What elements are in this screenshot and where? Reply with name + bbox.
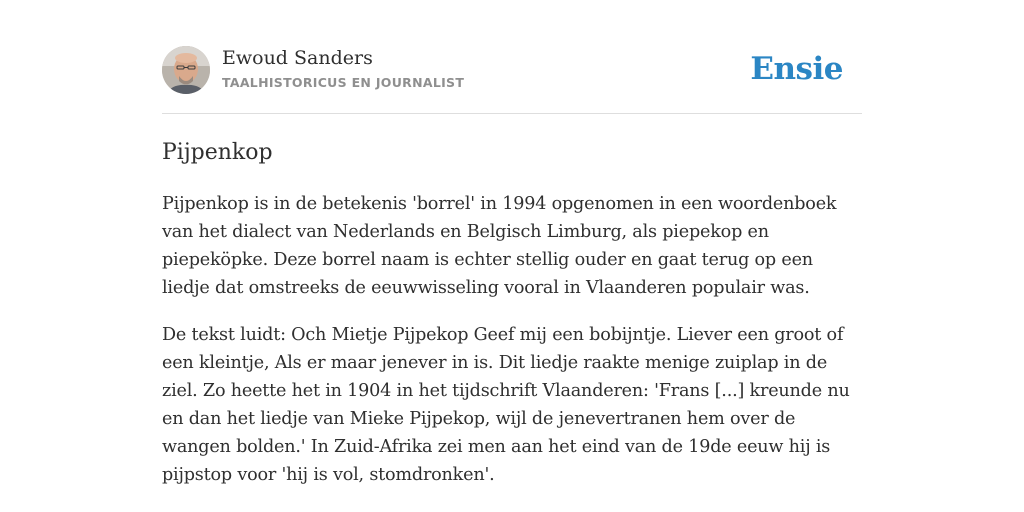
header-divider [162, 113, 862, 114]
author-header [162, 46, 862, 96]
article-title: Pijpenkop [162, 140, 273, 165]
author-role: TAALHISTORICUS EN JOURNALIST [222, 75, 465, 90]
brand-logo[interactable]: Ensie [750, 51, 843, 87]
author-name[interactable]: Ewoud Sanders [222, 47, 373, 69]
author-avatar[interactable] [162, 46, 210, 94]
avatar-portrait-icon [162, 46, 210, 94]
article-paragraph: De tekst luidt: Och Mietje Pijpekop Geef mij een bobijntje. Liever een groot of een kleintje, Als er maar jenever in is. Dit liedje raakte menige zuiplap in de ziel. Zo heette het in 1904 in het tijdschrift Vlaanderen: 'Frans [...] kreunde nu en dan het liedje van Mieke Pijpekop, wijl de jenevertranen hem over de wangen bolden.' In Zuid-Afrika zei men aan het eind van de 19de eeuw hij is pijpstop voor 'hij is vol, stomdronken'. [162, 325, 850, 485]
article-paragraph: Pijpenkop is in de betekenis 'borrel' in 1994 opgenomen in een woordenboek van het dialect van Nederlands en Belgisch Limburg, als piepekop en piepeköpke. Deze borrel naam is echter stellig ouder en gaat terug op een liedje dat omstreeks de eeuwwisseling vooral in Vlaanderen populair was. [162, 194, 837, 298]
article [162, 138, 864, 489]
